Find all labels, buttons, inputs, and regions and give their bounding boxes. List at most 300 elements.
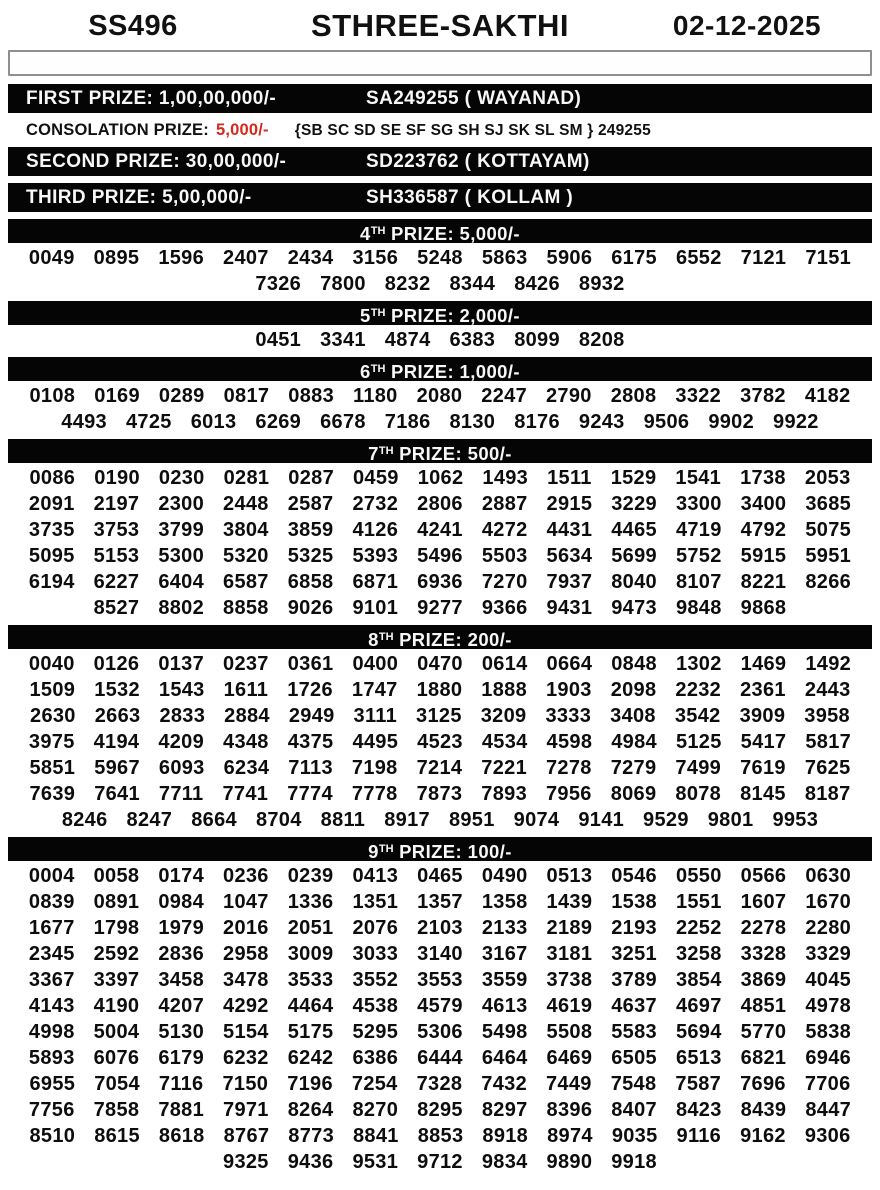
ticket-number: 9325	[223, 1151, 269, 1173]
tier-9-number-row	[8, 915, 872, 941]
ticket-number: 3542	[674, 705, 721, 727]
ticket-number: 1543	[158, 679, 205, 701]
ticket-number: 2949	[288, 705, 335, 727]
ticket-number: 9035	[611, 1125, 658, 1147]
ticket-number: 5248	[417, 247, 463, 269]
ticket-number: 5295	[352, 1021, 399, 1043]
ticket-number: 1880	[416, 679, 463, 701]
ticket-number: 0413	[352, 865, 399, 887]
ticket-number: 9366	[481, 597, 528, 619]
tier-8-number-row	[8, 755, 872, 781]
ticket-number: 3329	[805, 943, 852, 965]
ticket-number: 0058	[93, 865, 140, 887]
ticket-number: 2915	[546, 493, 593, 515]
ticket-number: 4431	[546, 519, 593, 541]
second-prize-bar	[8, 147, 872, 176]
ticket-number: 4637	[611, 995, 657, 1017]
ticket-number: 5699	[611, 545, 657, 567]
ticket-number: 7116	[158, 1073, 204, 1095]
ticket-number: 3033	[352, 943, 399, 965]
tier-8-number-row	[8, 729, 872, 755]
ticket-number: 0895	[93, 247, 140, 269]
ticket-number: 3478	[223, 969, 269, 991]
ticket-number: 3341	[320, 329, 366, 351]
ticket-number: 7432	[481, 1073, 527, 1095]
ticket-number: 7254	[351, 1073, 398, 1095]
ticket-number: 8527	[93, 597, 140, 619]
tier-6-number-row	[8, 383, 872, 409]
ticket-number: 0546	[611, 865, 657, 887]
ticket-number: 0237	[223, 653, 269, 675]
ticket-number: 7113	[288, 757, 333, 779]
ticket-number: 1492	[805, 653, 852, 675]
ticket-number: 3753	[93, 519, 140, 541]
ticket-number: 2051	[287, 917, 334, 939]
ticket-number: 7893	[481, 783, 527, 805]
ticket-number: 9529	[643, 809, 689, 831]
ticket-number: 5838	[805, 1021, 852, 1043]
ticket-number: 5496	[417, 545, 463, 567]
ticket-number: 6234	[223, 757, 270, 779]
ticket-number: 7151	[805, 247, 852, 269]
ticket-number: 8704	[255, 809, 302, 831]
ticket-number: 7741	[222, 783, 269, 805]
ticket-number: 1529	[610, 467, 657, 489]
ticket-number: 3859	[287, 519, 334, 541]
ticket-number: 3408	[610, 705, 656, 727]
ticket-number: 2278	[740, 917, 787, 939]
ticket-number: 6464	[481, 1047, 528, 1069]
ticket-number: 7696	[740, 1073, 786, 1095]
ticket-number: 7774	[287, 783, 333, 805]
ticket-number: 7198	[351, 757, 398, 779]
ticket-number: 5694	[675, 1021, 722, 1043]
first-prize-label: FIRST PRIZE: 1,00,00,000/-	[26, 87, 277, 109]
ticket-number: 7196	[287, 1073, 333, 1095]
ticket-number: 2790	[546, 385, 592, 407]
tier-8-number-row	[8, 677, 872, 703]
ticket-number: 3400	[740, 493, 787, 515]
ticket-number: 1439	[546, 891, 593, 913]
ticket-number: 8130	[449, 411, 496, 433]
ticket-number: 8615	[94, 1125, 140, 1147]
ticket-number: 1062	[417, 467, 464, 489]
ticket-number: 3735	[28, 519, 75, 541]
tier-6-number-row	[8, 409, 872, 435]
ticket-number: 6444	[417, 1047, 463, 1069]
ticket-number: 6175	[611, 247, 657, 269]
ticket-number: 6386	[352, 1047, 399, 1069]
tier-4-number-row	[8, 271, 872, 297]
ticket-number: 0614	[481, 653, 528, 675]
ticket-number: 7778	[351, 783, 398, 805]
ticket-number: 5951	[805, 545, 852, 567]
ticket-number: 4465	[611, 519, 657, 541]
ticket-number: 2300	[158, 493, 205, 515]
ticket-number: 3156	[352, 247, 399, 269]
ticket-number: 6678	[320, 411, 366, 433]
ticket-number: 9431	[546, 597, 593, 619]
ticket-number: 9074	[513, 809, 560, 831]
ticket-number: 1302	[675, 653, 722, 675]
consolation-label: CONSOLATION PRIZE:	[26, 121, 209, 139]
ticket-number: 1469	[740, 653, 787, 675]
ticket-number: 2133	[481, 917, 528, 939]
ticket-number: 2197	[93, 493, 140, 515]
tier-4-section	[8, 219, 872, 297]
ticket-number: 2103	[417, 917, 463, 939]
ticket-number: 1611	[223, 679, 269, 701]
ticket-number: 3258	[675, 943, 722, 965]
tier-8-header: 8TH PRIZE: 200/-	[8, 625, 872, 649]
header	[8, 0, 872, 48]
tier-9-number-row	[8, 1071, 872, 1097]
ticket-number: 4874	[384, 329, 431, 351]
ticket-number: 9506	[643, 411, 690, 433]
ticket-number: 1532	[94, 679, 140, 701]
tier-9-number-row	[8, 889, 872, 915]
ticket-number: 5154	[223, 1021, 269, 1043]
lottery-name: STHREE-SAKTHI	[311, 8, 569, 43]
ticket-number: 2630	[30, 705, 76, 727]
ticket-number: 3958	[804, 705, 850, 727]
ticket-number: 3367	[28, 969, 75, 991]
ticket-number: 3975	[28, 731, 75, 753]
tier-8-number-row	[8, 807, 872, 833]
third-prize-bar	[8, 183, 872, 212]
ticket-number: 8232	[384, 273, 431, 295]
ticket-number: 3111	[353, 705, 398, 727]
blank-strip	[8, 50, 872, 76]
ticket-number: 7639	[29, 783, 76, 805]
consolation-series: {SB SC SD SE SF SG SH SJ SK SL SM } 249255	[294, 122, 651, 139]
ticket-number: 8932	[578, 273, 625, 295]
ticket-number: 4272	[481, 519, 528, 541]
ticket-number: 5893	[28, 1047, 75, 1069]
ticket-number: 4598	[546, 731, 593, 753]
ticket-number: 8221	[740, 571, 787, 593]
ticket-number: 0566	[740, 865, 787, 887]
ticket-number: 6505	[611, 1047, 657, 1069]
ticket-number: 8974	[547, 1125, 593, 1147]
tier-5-section	[8, 301, 872, 353]
ticket-number: 8510	[29, 1125, 76, 1147]
ticket-number: 1180	[353, 385, 398, 407]
ticket-number: 0190	[94, 467, 140, 489]
ticket-number: 4464	[287, 995, 334, 1017]
tier-9-number-row	[8, 993, 872, 1019]
ticket-number: 9243	[578, 411, 625, 433]
ticket-number: 2345	[28, 943, 75, 965]
ticket-number: 7641	[94, 783, 140, 805]
ticket-number: 2884	[224, 705, 270, 727]
ticket-number: 8618	[158, 1125, 205, 1147]
ticket-number: 0361	[287, 653, 334, 675]
ticket-number: 7971	[223, 1099, 269, 1121]
ticket-number: 0049	[28, 247, 75, 269]
ticket-number: 0400	[352, 653, 399, 675]
ticket-number: 3209	[480, 705, 527, 727]
consolation-row	[8, 120, 872, 147]
ticket-number: 7328	[416, 1073, 463, 1095]
ticket-number: 7706	[804, 1073, 851, 1095]
ticket-number: 4045	[805, 969, 852, 991]
ticket-number: 9026	[287, 597, 334, 619]
ticket-number: 9953	[772, 809, 819, 831]
ticket-number: 3140	[417, 943, 463, 965]
ticket-number: 2833	[159, 705, 206, 727]
ticket-number: 9162	[740, 1125, 786, 1147]
ticket-number: 9277	[417, 597, 463, 619]
ticket-number: 6194	[28, 571, 75, 593]
ticket-number: 3251	[611, 943, 657, 965]
ticket-number: 5175	[287, 1021, 334, 1043]
ticket-number: 3458	[158, 969, 205, 991]
ticket-number: 8918	[482, 1125, 529, 1147]
ticket-number: 7278	[546, 757, 592, 779]
ticket-number: 3789	[611, 969, 657, 991]
tier-4-number-row	[8, 245, 872, 271]
ticket-number: 7625	[804, 757, 851, 779]
consolation-amount: 5,000/-	[215, 121, 269, 139]
ticket-number: 9436	[287, 1151, 334, 1173]
ticket-number: 5770	[740, 1021, 787, 1043]
ticket-number: 0086	[29, 467, 76, 489]
ticket-number: 8951	[448, 809, 495, 831]
ticket-number: 9922	[773, 411, 819, 433]
ticket-number: 3552	[352, 969, 399, 991]
ticket-number: 1511	[547, 467, 592, 489]
second-prize-winner: SD223762 ( KOTTAYAM)	[366, 150, 590, 172]
tier-9-number-row	[8, 1019, 872, 1045]
ticket-number: 0287	[288, 467, 334, 489]
ticket-number: 7270	[481, 571, 528, 593]
ticket-number: 1358	[481, 891, 528, 913]
tier-9-number-row	[8, 941, 872, 967]
ticket-number: 6469	[546, 1047, 593, 1069]
ticket-number: 9101	[352, 597, 399, 619]
ticket-number: 5325	[287, 545, 334, 567]
tier-8-section	[8, 625, 872, 833]
ticket-number: 2592	[93, 943, 140, 965]
ticket-number: 3804	[223, 519, 269, 541]
ticket-number: 4348	[223, 731, 269, 753]
ticket-number: 2232	[675, 679, 722, 701]
ticket-number: 6552	[675, 247, 722, 269]
ticket-number: 8396	[546, 1099, 593, 1121]
ticket-number: 2053	[804, 467, 851, 489]
ticket-number: 1798	[93, 917, 140, 939]
ticket-number: 6871	[352, 571, 399, 593]
ticket-number: 5863	[481, 247, 528, 269]
ticket-number: 1979	[158, 917, 205, 939]
ticket-number: 4725	[125, 411, 172, 433]
ticket-number: 7956	[546, 783, 592, 805]
ticket-number: 0459	[353, 467, 399, 489]
ticket-number: 3909	[739, 705, 786, 727]
ticket-number: 4194	[93, 731, 140, 753]
ticket-number: 1551	[675, 891, 722, 913]
ticket-number: 8841	[353, 1125, 399, 1147]
ticket-number: 2361	[740, 679, 786, 701]
ticket-number: 3125	[416, 705, 462, 727]
ticket-number: 3533	[287, 969, 334, 991]
ticket-number: 2434	[287, 247, 334, 269]
ticket-number: 8187	[804, 783, 851, 805]
ticket-number: 0040	[28, 653, 75, 675]
ticket-number: 3738	[546, 969, 593, 991]
ticket-number: 1607	[740, 891, 787, 913]
ticket-number: 8802	[158, 597, 205, 619]
ticket-number: 0817	[223, 385, 270, 407]
ticket-number: 6227	[93, 571, 140, 593]
first-prize-bar	[8, 84, 872, 113]
tier-5-number-row	[8, 327, 872, 353]
ticket-number: 3869	[740, 969, 787, 991]
ticket-number: 2193	[611, 917, 657, 939]
third-prize-label: THIRD PRIZE: 5,00,000/-	[26, 186, 252, 208]
ticket-number: 4978	[805, 995, 852, 1017]
ticket-number: 8917	[384, 809, 430, 831]
ticket-number: 0513	[546, 865, 593, 887]
ticket-number: 5583	[611, 1021, 657, 1043]
ticket-number: 8264	[287, 1099, 334, 1121]
ticket-number: 6404	[158, 571, 205, 593]
ticket-number: 2808	[610, 385, 657, 407]
ticket-number: 4126	[352, 519, 399, 541]
ticket-number: 8145	[740, 783, 786, 805]
ticket-number: 3181	[546, 943, 593, 965]
ticket-number: 3397	[93, 969, 140, 991]
tier-9-header: 9TH PRIZE: 100/-	[8, 837, 872, 861]
ticket-number: 2806	[417, 493, 463, 515]
tier-9-number-row	[8, 1123, 872, 1149]
tier-9-number-row	[8, 1045, 872, 1071]
ticket-number: 7881	[158, 1099, 205, 1121]
ticket-number: 3009	[287, 943, 334, 965]
ticket-number: 5967	[94, 757, 140, 779]
ticket-number: 5417	[740, 731, 787, 753]
ticket-number: 8297	[481, 1099, 528, 1121]
ticket-number: 9868	[740, 597, 787, 619]
ticket-number: 3229	[611, 493, 657, 515]
ticket-number: 6858	[287, 571, 334, 593]
ticket-number: 2448	[223, 493, 269, 515]
ticket-number: 9473	[611, 597, 657, 619]
ticket-number: 9306	[804, 1125, 851, 1147]
ticket-number: 3300	[675, 493, 722, 515]
ticket-number: 6232	[223, 1047, 269, 1069]
tier-7-header: 7TH PRIZE: 500/-	[8, 439, 872, 463]
ticket-number: 3799	[158, 519, 205, 541]
ticket-number: 9531	[352, 1151, 399, 1173]
ticket-number: 7587	[675, 1073, 722, 1095]
ticket-number: 1726	[287, 679, 333, 701]
tier-9-section	[8, 837, 872, 1175]
ticket-number: 8099	[514, 329, 560, 351]
ticket-number: 7449	[546, 1073, 592, 1095]
ticket-number: 5004	[93, 1021, 140, 1043]
ticket-number: 0839	[28, 891, 75, 913]
ticket-number: 8439	[740, 1099, 787, 1121]
ticket-number: 9902	[708, 411, 755, 433]
ticket-number: 1351	[352, 891, 399, 913]
ticket-number: 1747	[351, 679, 398, 701]
ticket-number: 7054	[94, 1073, 140, 1095]
ticket-number: 7711	[158, 783, 204, 805]
tier-6-header: 6TH PRIZE: 1,000/-	[8, 357, 872, 381]
ticket-number: 4619	[546, 995, 593, 1017]
ticket-number: 9141	[578, 809, 625, 831]
ticket-number: 3559	[481, 969, 528, 991]
ticket-number: 8176	[514, 411, 560, 433]
ticket-number: 1357	[417, 891, 463, 913]
ticket-number: 6821	[740, 1047, 787, 1069]
ticket-number: 2443	[804, 679, 851, 701]
ticket-number: 4182	[804, 385, 851, 407]
ticket-number: 3782	[740, 385, 786, 407]
ticket-number: 7186	[384, 411, 431, 433]
ticket-number: 0239	[287, 865, 334, 887]
ticket-number: 3167	[481, 943, 528, 965]
ticket-number: 1670	[805, 891, 852, 913]
ticket-number: 2732	[352, 493, 399, 515]
ticket-number: 5306	[417, 1021, 463, 1043]
ticket-number: 4998	[28, 1021, 75, 1043]
ticket-number: 6383	[449, 329, 496, 351]
first-prize-winner: SA249255 ( WAYANAD)	[366, 87, 582, 109]
ticket-number: 0004	[28, 865, 75, 887]
ticket-number: 1541	[675, 467, 722, 489]
ticket-number: 8208	[578, 329, 625, 351]
ticket-number: 4190	[93, 995, 140, 1017]
ticket-number: 0108	[29, 385, 76, 407]
ticket-number: 0281	[223, 467, 270, 489]
ticket-number: 6093	[158, 757, 205, 779]
ticket-number: 8344	[449, 273, 496, 295]
ticket-number: 3322	[675, 385, 722, 407]
ticket-number: 6936	[417, 571, 463, 593]
ticket-number: 7937	[546, 571, 593, 593]
ticket-number: 4209	[158, 731, 205, 753]
ticket-number: 8246	[61, 809, 108, 831]
tier-8-number-row	[8, 703, 872, 729]
ticket-number: 1047	[223, 891, 269, 913]
ticket-number: 8266	[805, 571, 852, 593]
ticket-number: 0490	[481, 865, 528, 887]
tier-7-section	[8, 439, 872, 621]
ticket-number: 5915	[740, 545, 787, 567]
ticket-number: 4792	[740, 519, 787, 541]
ticket-number: 7800	[320, 273, 366, 295]
ticket-number: 0289	[158, 385, 205, 407]
tier-7-number-row	[8, 465, 872, 491]
tier-9-number-row	[8, 1149, 872, 1175]
ticket-number: 6269	[255, 411, 302, 433]
ticket-number: 2587	[287, 493, 334, 515]
ticket-number: 1738	[740, 467, 786, 489]
ticket-number: 9848	[675, 597, 722, 619]
ticket-number: 0470	[417, 653, 463, 675]
ticket-number: 8858	[223, 597, 269, 619]
ticket-number: 8773	[288, 1125, 334, 1147]
ticket-number: 0984	[158, 891, 205, 913]
ticket-number: 9116	[676, 1125, 722, 1147]
ticket-number: 2098	[610, 679, 657, 701]
tier-7-number-row	[8, 517, 872, 543]
ticket-number: 4538	[352, 995, 399, 1017]
ticket-number: 4579	[417, 995, 463, 1017]
